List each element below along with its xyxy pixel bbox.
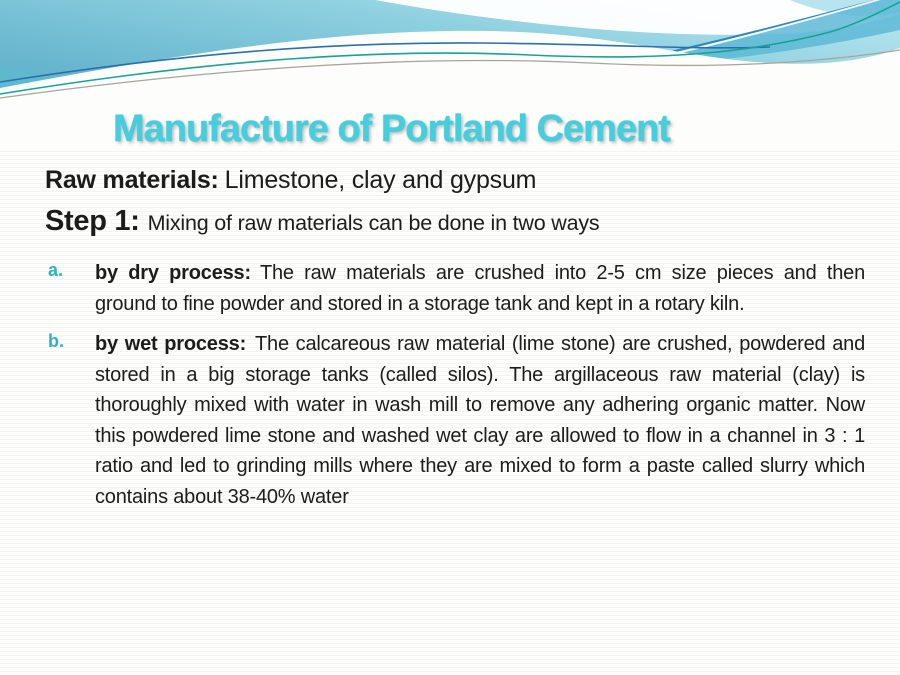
dry-process-label: by dry process:	[95, 262, 251, 284]
process-list	[0, 258, 900, 522]
raw-materials-value: Limestone, clay and gypsum	[224, 166, 537, 194]
raw-materials-line	[45, 166, 536, 195]
step-label: Step 1:	[45, 205, 140, 237]
step-description: Mixing of raw materials can be done in two ways	[147, 211, 600, 235]
wet-process-paragraph	[95, 329, 865, 512]
list-marker-b: b.	[48, 331, 64, 351]
slide-title: Manufacture of Portland Cement	[113, 108, 670, 150]
raw-materials-label: Raw materials:	[45, 166, 219, 194]
list-item-dry-process	[0, 258, 900, 319]
dry-process-text: The raw materials are crushed into 2-5 cm size pieces and then ground to fine powder and stored in a storage tank and kept in a rotary kiln.	[95, 262, 866, 315]
list-marker-a: a.	[48, 260, 64, 280]
list-item-wet-process	[0, 329, 900, 512]
wet-process-text: The calcareous raw material (lime stone) are crushed, powdered and stored in a big storage tanks (called silos). The argillaceous raw material (clay) is thoroughly mixed with water in wash mill to remove any adhering organic matter. Now this powdered lime stone and washed wet clay are allowed to flow in a channel in 3 : 1 ratio and led to grinding mills where they are mixed to form a paste called slurry which contains about 38-40% water	[95, 333, 865, 508]
wet-process-label: by wet process:	[95, 333, 247, 355]
dry-process-paragraph	[95, 258, 865, 319]
step-line	[45, 205, 599, 238]
